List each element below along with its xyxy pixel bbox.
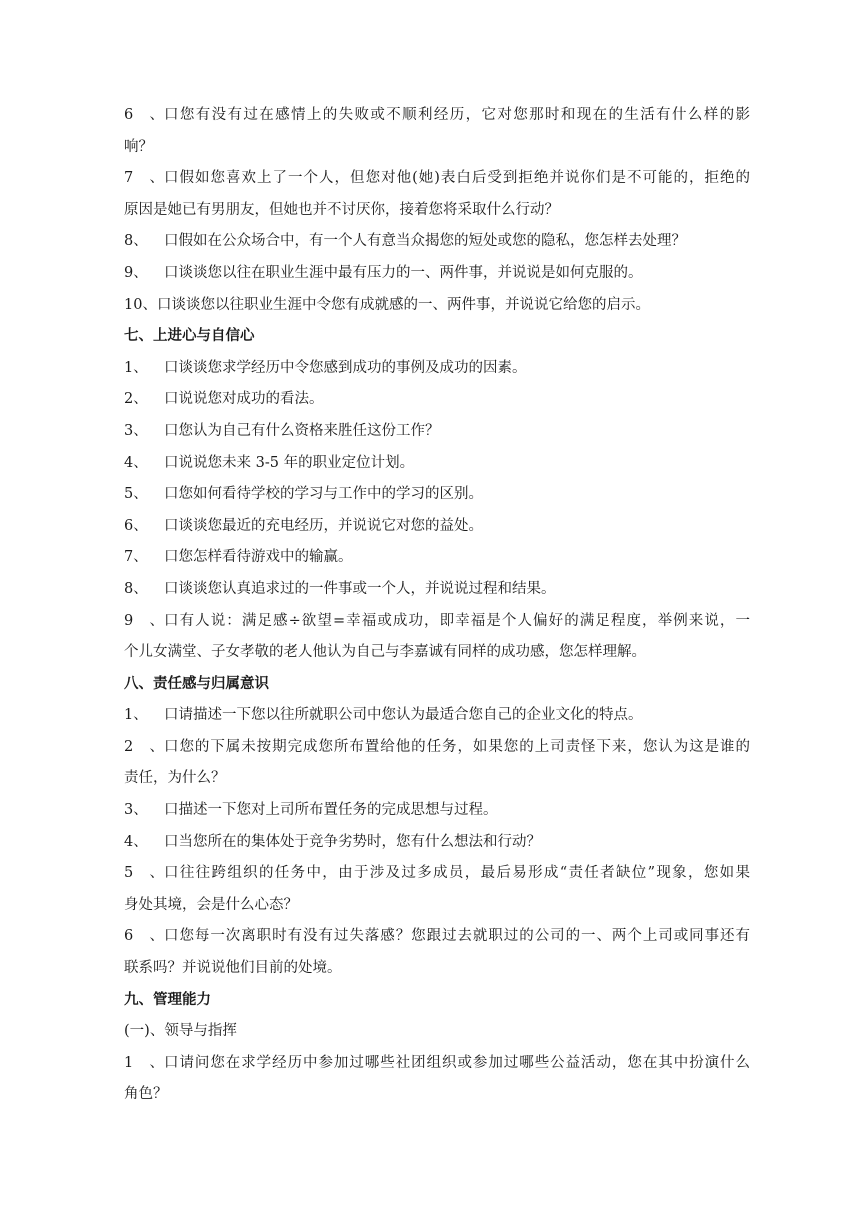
list-item xyxy=(124,574,750,606)
list-item xyxy=(124,542,750,574)
item-text: 口谈谈您认真追求过的一件事或一个人，并说说过程和结果。 xyxy=(164,580,556,597)
section-heading: 七、上进心与自信心 xyxy=(124,328,255,345)
list-item xyxy=(124,1048,750,1111)
item-number: 1、 xyxy=(124,1054,164,1071)
list-item xyxy=(124,511,750,543)
item-text: 口当您所在的集体处于竞争劣势时，您有什么想法和行动？ xyxy=(164,833,541,850)
item-number: 6、 xyxy=(124,928,164,945)
item-number: 8、 xyxy=(124,580,148,597)
list-item xyxy=(124,258,750,290)
item-number: 4、 xyxy=(124,833,148,850)
item-number: 6、 xyxy=(124,517,148,534)
item-text: 口有人说：满足感÷欲望=幸福或成功，即幸福是个人偏好的满足程度，举例来说，一 xyxy=(164,612,750,629)
list-item xyxy=(124,100,750,163)
item-number: 1、 xyxy=(124,707,148,724)
item-text: 口说说您未来 3-5 年的职业定位计划。 xyxy=(164,454,415,471)
item-text: 口谈谈您以往职业生涯中令您有成就感的一、两件事，并说说它给您的启示。 xyxy=(156,296,650,313)
section-heading: 九、管理能力 xyxy=(124,991,211,1008)
list-item xyxy=(124,921,750,984)
list-item xyxy=(124,448,750,480)
item-text: 口假如在公众场合中，有一个人有意当众揭您的短处或您的隐私，您怎样去处理？ xyxy=(164,233,686,250)
subsection-heading: (一)、领导与指挥 xyxy=(124,1023,237,1040)
list-item xyxy=(124,416,750,448)
item-text: 口假如您喜欢上了一个人，但您对他(她)表白后受到拒绝并说你们是不可能的，拒绝的 xyxy=(164,170,750,187)
list-item xyxy=(124,479,750,511)
item-number: 7、 xyxy=(124,549,148,566)
item-text: 口请描述一下您以往所就职公司中您认为最适合您自己的企业文化的特点。 xyxy=(164,707,643,724)
list-item xyxy=(124,226,750,258)
item-number: 2、 xyxy=(124,738,164,755)
item-text: 口说说您对成功的看法。 xyxy=(164,391,324,408)
item-text: 口请问您在求学经历中参加过哪些社团组织或参加过哪些公益活动，您在其中扮演什么 xyxy=(164,1054,750,1071)
item-number: 5、 xyxy=(124,486,148,503)
item-text: 口谈谈您求学经历中令您感到成功的事例及成功的因素。 xyxy=(164,359,527,376)
item-number: 1、 xyxy=(124,359,148,376)
item-number: 3、 xyxy=(124,802,148,819)
list-item xyxy=(124,858,750,921)
list-item xyxy=(124,795,750,827)
list-item xyxy=(124,384,750,416)
item-text: 口您认为自己有什么资格来胜任这份工作？ xyxy=(164,422,440,439)
item-number: 6、 xyxy=(124,107,164,123)
document-body xyxy=(124,100,750,1111)
list-item xyxy=(124,290,750,322)
item-text-continued: 责任，为什么？ xyxy=(124,770,226,787)
list-item xyxy=(124,732,750,795)
item-text-continued: 个儿女满堂、子女孝敬的老人他认为自己与李嘉诚有同样的成功感，您怎样理解。 xyxy=(124,644,646,661)
item-text: 口谈谈您以往在职业生涯中最有压力的一、两件事，并说说是如何克服的。 xyxy=(164,264,643,281)
item-number: 9、 xyxy=(124,612,164,629)
item-text-continued: 联系吗？并说说他们目前的处境。 xyxy=(124,960,342,977)
list-item xyxy=(124,700,750,732)
list-item xyxy=(124,827,750,859)
item-text: 口往往跨组织的任务中，由于涉及过多成员，最后易形成“责任者缺位”现象，您如果 xyxy=(164,865,750,882)
item-number: 4、 xyxy=(124,454,148,471)
list-item xyxy=(124,163,750,226)
item-text-continued: 角色？ xyxy=(124,1086,168,1103)
item-text-continued: 响？ xyxy=(124,138,153,155)
item-number: 5、 xyxy=(124,865,164,882)
item-text: 口描述一下您对上司所布置任务的完成思想与过程。 xyxy=(164,802,498,819)
section-heading: 八、责任感与归属意识 xyxy=(124,675,269,692)
item-text: 口您如何看待学校的学习与工作中的学习的区别。 xyxy=(164,486,483,503)
item-number: 2、 xyxy=(124,391,148,408)
item-text-continued: 身处其境，会是什么心态？ xyxy=(124,896,298,913)
item-text: 口您怎样看待游戏中的输赢。 xyxy=(164,549,353,566)
item-text: 口您每一次离职时有没有过失落感？您跟过去就职过的公司的一、两个上司或同事还有 xyxy=(164,928,750,945)
item-number: 8、 xyxy=(124,233,148,250)
item-text: 口您有没有过在感情上的失败或不顺利经历，它对您那时和现在的生活有什么样的影 xyxy=(164,107,750,123)
list-item xyxy=(124,353,750,385)
item-number: 10、 xyxy=(124,296,157,313)
item-number: 9、 xyxy=(124,264,148,281)
item-text: 口谈谈您最近的充电经历，并说说它对您的益处。 xyxy=(164,517,483,534)
item-number: 7、 xyxy=(124,170,164,187)
item-text: 口您的下属未按期完成您所布置给他的任务，如果您的上司责怪下来，您认为这是谁的 xyxy=(164,738,750,755)
list-item xyxy=(124,606,750,669)
item-number: 3、 xyxy=(124,422,148,439)
item-text-continued: 原因是她已有男朋友，但她也并不讨厌你，接着您将采取什么行动？ xyxy=(124,201,559,218)
